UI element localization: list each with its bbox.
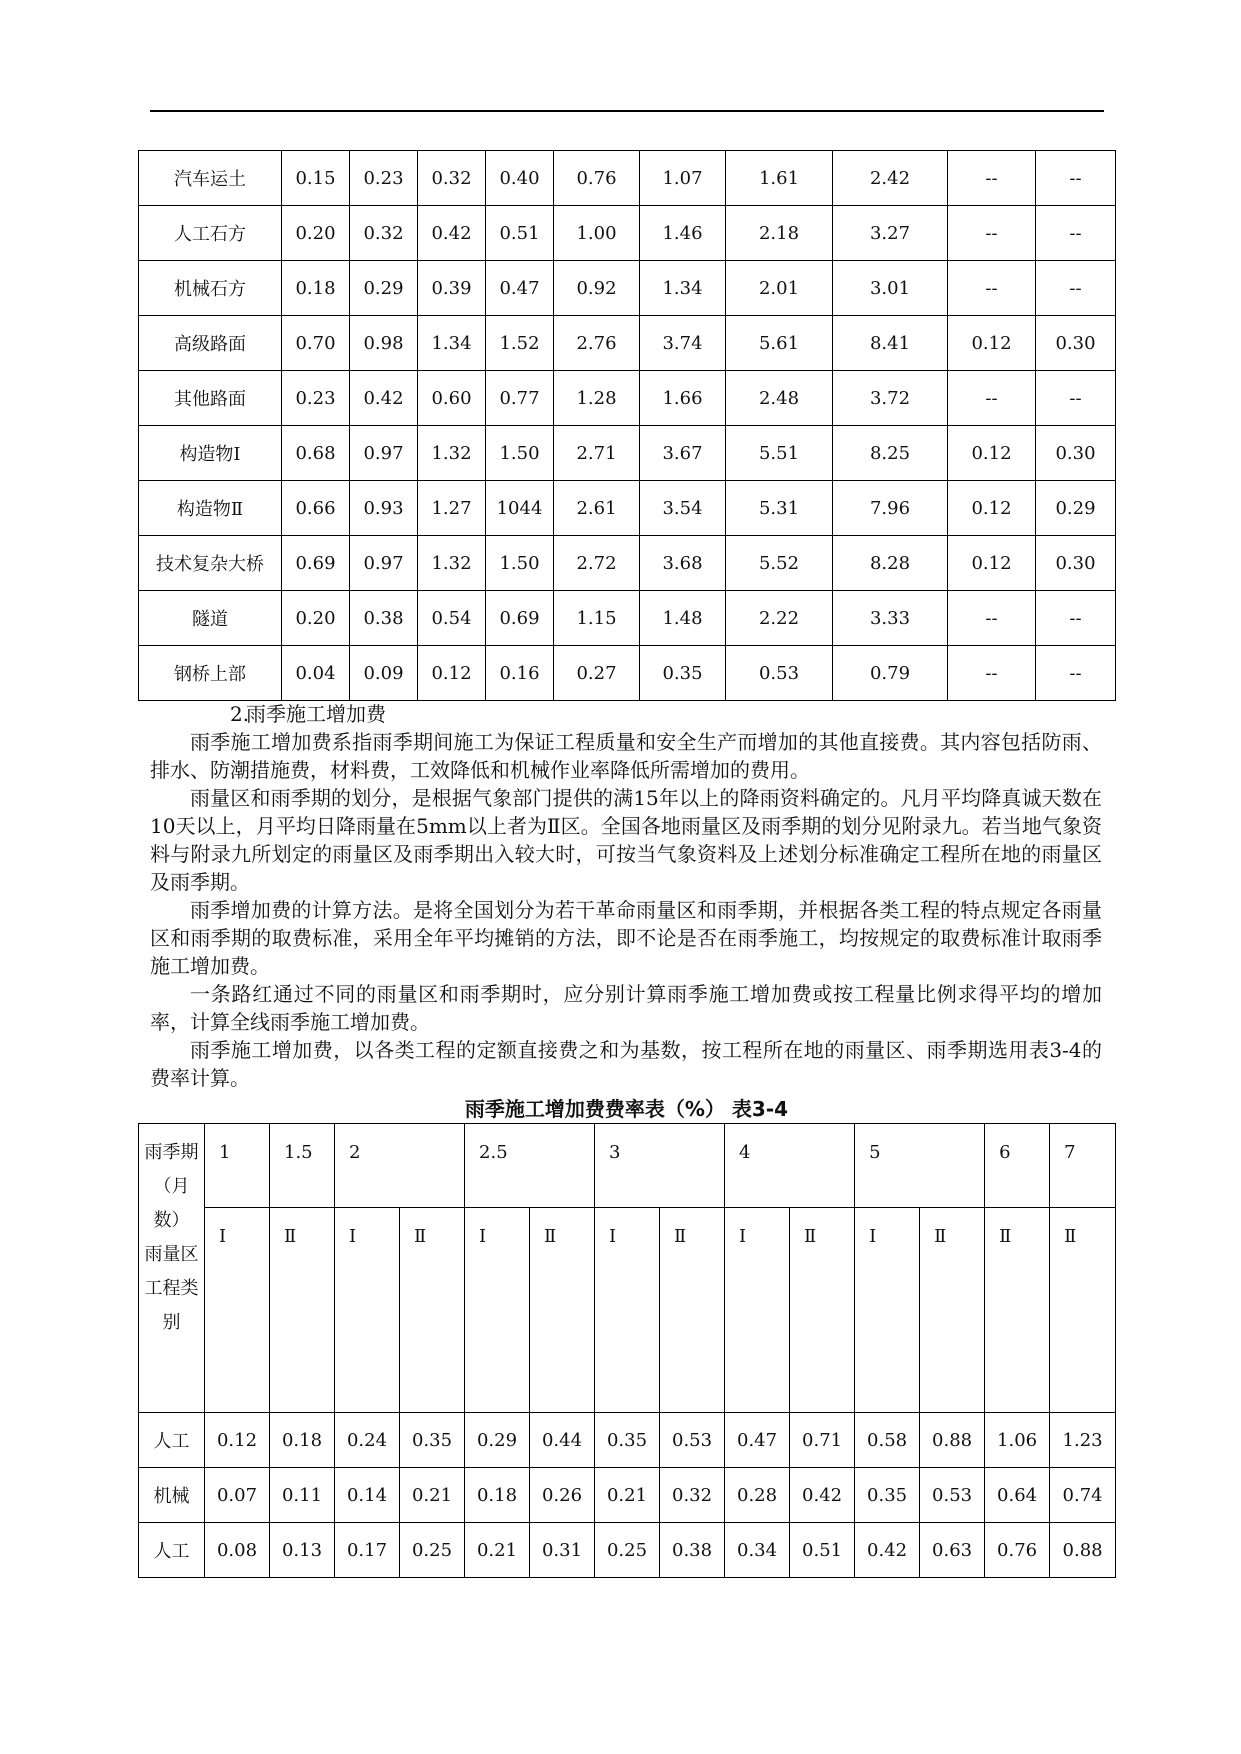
rate-cell: 0.26: [530, 1468, 595, 1523]
rate-cell: 1.28: [554, 371, 640, 426]
table-row: [139, 206, 1116, 261]
rate-cell: 0.04: [282, 646, 350, 701]
period-header: 3: [595, 1124, 725, 1208]
rate-cell: 0.30: [1036, 316, 1116, 371]
section-title: 雨季施工增加费: [246, 702, 386, 726]
rate-cell: 0.60: [418, 371, 486, 426]
rate-cell: --: [948, 371, 1036, 426]
rate-cell: 1.06: [985, 1413, 1050, 1468]
table-row: [139, 1468, 1116, 1523]
rate-cell: --: [948, 261, 1036, 316]
rate-cell: 0.74: [1050, 1468, 1116, 1523]
rate-cell: 0.16: [486, 646, 554, 701]
rate-cell: 5.31: [726, 481, 833, 536]
rate-cell: 0.30: [1036, 536, 1116, 591]
rate-cell: --: [1036, 261, 1116, 316]
rate-cell: 0.44: [530, 1413, 595, 1468]
rate-cell: 1.07: [640, 151, 726, 206]
rate-cell: 0.40: [486, 151, 554, 206]
rate-cell: 1.34: [418, 316, 486, 371]
rate-cell: 0.98: [350, 316, 418, 371]
rate-cell: 0.18: [270, 1413, 335, 1468]
rate-cell: 0.32: [350, 206, 418, 261]
rate-cell: 0.35: [400, 1413, 465, 1468]
rate-cell: 1.15: [554, 591, 640, 646]
header-rule: [150, 110, 1104, 112]
rate-cell: 0.32: [418, 151, 486, 206]
rate-cell: 0.12: [205, 1413, 270, 1468]
table-row: [139, 371, 1116, 426]
rate-cell: 1044: [486, 481, 554, 536]
rate-cell: 0.92: [554, 261, 640, 316]
zone-header: Ⅱ: [985, 1208, 1050, 1413]
rate-cell: --: [948, 591, 1036, 646]
table-caption: 雨季施工增加费费率表（%） 表3-4: [464, 1097, 789, 1121]
rate-cell: 0.97: [350, 426, 418, 481]
period-header: 7: [1050, 1124, 1116, 1208]
rate-cell: 0.12: [418, 646, 486, 701]
period-header: 5: [855, 1124, 985, 1208]
rate-cell: 0.07: [205, 1468, 270, 1523]
rate-cell: 0.39: [418, 261, 486, 316]
table-row: [139, 1413, 1116, 1468]
rate-cell: 0.93: [350, 481, 418, 536]
rate-cell: 1.27: [418, 481, 486, 536]
rate-cell: 0.08: [205, 1523, 270, 1578]
row-label: 人工: [139, 1413, 205, 1468]
rate-cell: 0.53: [660, 1413, 725, 1468]
rate-cell: 0.35: [855, 1468, 920, 1523]
zone-header: Ⅰ: [205, 1208, 270, 1413]
row-label: 机械: [139, 1468, 205, 1523]
row-label: 隧道: [139, 591, 282, 646]
rate-cell: 0.58: [855, 1413, 920, 1468]
corner-label: 雨季期: [144, 1142, 199, 1163]
rate-cell: 0.42: [855, 1523, 920, 1578]
rate-cell: 3.68: [640, 536, 726, 591]
zone-header: Ⅱ: [270, 1208, 335, 1413]
rate-cell: 0.29: [465, 1413, 530, 1468]
rate-cell: 0.15: [282, 151, 350, 206]
table-row: [139, 646, 1116, 701]
rate-cell: 0.14: [335, 1468, 400, 1523]
rate-cell: 0.70: [282, 316, 350, 371]
rate-cell: 1.66: [640, 371, 726, 426]
rate-cell: --: [1036, 206, 1116, 261]
rate-cell: 0.18: [465, 1468, 530, 1523]
row-label: 技术复杂大桥: [139, 536, 282, 591]
rate-cell: 2.18: [726, 206, 833, 261]
rainy-season-rate-table: [138, 1123, 1116, 1578]
rate-cell: 0.38: [350, 591, 418, 646]
rate-cell: 0.88: [920, 1413, 985, 1468]
rate-cell: 0.69: [282, 536, 350, 591]
rate-cell: 5.51: [726, 426, 833, 481]
period-header: 1.5: [270, 1124, 335, 1208]
rate-cell: 1.52: [486, 316, 554, 371]
zone-header: Ⅰ: [335, 1208, 400, 1413]
rate-cell: 2.48: [726, 371, 833, 426]
row-label: 高级路面: [139, 316, 282, 371]
rate-cell: 0.66: [282, 481, 350, 536]
row-label: 其他路面: [139, 371, 282, 426]
rate-cell: 0.71: [790, 1413, 855, 1468]
rate-cell: 0.53: [726, 646, 833, 701]
rate-cell: 3.01: [833, 261, 948, 316]
rate-cell: 0.20: [282, 206, 350, 261]
rate-cell: 0.23: [282, 371, 350, 426]
rate-cell: 0.20: [282, 591, 350, 646]
rate-cell: 0.54: [418, 591, 486, 646]
rate-cell: 0.47: [486, 261, 554, 316]
table-row: [139, 261, 1116, 316]
rate-cell: 0.21: [465, 1523, 530, 1578]
rate-cell: 0.27: [554, 646, 640, 701]
row-label: 钢桥上部: [139, 646, 282, 701]
row-label: 构造物Ⅰ: [139, 426, 282, 481]
rate-cell: 0.38: [660, 1523, 725, 1578]
rate-cell: 1.50: [486, 536, 554, 591]
rate-cell: 8.25: [833, 426, 948, 481]
rate-cell: 0.21: [595, 1468, 660, 1523]
rate-cell: 3.67: [640, 426, 726, 481]
zone-header: Ⅱ: [530, 1208, 595, 1413]
rate-cell: 2.42: [833, 151, 948, 206]
rate-cell: 0.12: [948, 481, 1036, 536]
rate-cell: 3.72: [833, 371, 948, 426]
table-row: [139, 316, 1116, 371]
rate-cell: 2.76: [554, 316, 640, 371]
rate-cell: 5.61: [726, 316, 833, 371]
rate-cell: 8.28: [833, 536, 948, 591]
corner-label: 工程类别: [144, 1278, 199, 1333]
rate-cell: --: [948, 151, 1036, 206]
rate-cell: 1.50: [486, 426, 554, 481]
rate-cell: 5.52: [726, 536, 833, 591]
rate-cell: 0.34: [725, 1523, 790, 1578]
section-number: 2.: [230, 702, 250, 726]
row-label: 人工石方: [139, 206, 282, 261]
zone-header: Ⅰ: [855, 1208, 920, 1413]
rate-cell: --: [1036, 646, 1116, 701]
rate-cell: 2.72: [554, 536, 640, 591]
table-row: [139, 426, 1116, 481]
rate-cell: 0.35: [640, 646, 726, 701]
rate-cell: 0.32: [660, 1468, 725, 1523]
zone-header: Ⅱ: [1050, 1208, 1116, 1413]
rate-cell: 0.68: [282, 426, 350, 481]
rate-cell: 2.61: [554, 481, 640, 536]
table-row: [139, 536, 1116, 591]
rate-cell: 0.35: [595, 1413, 660, 1468]
row-label: 汽车运土: [139, 151, 282, 206]
corner-label: （月数）: [153, 1176, 190, 1231]
rate-cell: 0.24: [335, 1413, 400, 1468]
zone-header: Ⅱ: [790, 1208, 855, 1413]
rate-cell: 0.18: [282, 261, 350, 316]
period-header: 1: [205, 1124, 270, 1208]
rate-cell: 0.25: [400, 1523, 465, 1578]
section-heading: [150, 700, 1102, 728]
rate-cell: 0.42: [418, 206, 486, 261]
rate-cell: 0.76: [554, 151, 640, 206]
table-row: [139, 1523, 1116, 1578]
rate-cell: 0.12: [948, 316, 1036, 371]
rate-cell: 0.12: [948, 426, 1036, 481]
zone-header: Ⅱ: [660, 1208, 725, 1413]
paragraph: 雨季施工增加费系指雨季期间施工为保证工程质量和安全生产而增加的其他直接费。其内容包括防雨、排水、防潮措施费，材料费，工效降低和机械作业率降低所需增加的费用。: [150, 730, 1102, 782]
rate-cell: 0.97: [350, 536, 418, 591]
zone-header: Ⅱ: [920, 1208, 985, 1413]
rate-cell: --: [1036, 591, 1116, 646]
rate-cell: 0.09: [350, 646, 418, 701]
rate-cell: 0.17: [335, 1523, 400, 1578]
rate-cell: 7.96: [833, 481, 948, 536]
rate-cell: 0.21: [400, 1468, 465, 1523]
corner-label: 雨量区: [144, 1244, 199, 1265]
rate-cell: 0.47: [725, 1413, 790, 1468]
period-header-row: [139, 1124, 1116, 1208]
rate-cell: 0.69: [486, 591, 554, 646]
row-label: 机械石方: [139, 261, 282, 316]
period-header: 4: [725, 1124, 855, 1208]
rate-cell: 1.48: [640, 591, 726, 646]
rate-cell: 0.51: [790, 1523, 855, 1578]
rate-cell: 3.33: [833, 591, 948, 646]
rate-cell: 1.61: [726, 151, 833, 206]
rate-cell: 1.34: [640, 261, 726, 316]
rate-cell: 0.79: [833, 646, 948, 701]
rate-cell: 8.41: [833, 316, 948, 371]
rate-cell: 2.71: [554, 426, 640, 481]
row-label: 人工: [139, 1523, 205, 1578]
rate-cell: 0.64: [985, 1468, 1050, 1523]
zone-header: Ⅰ: [465, 1208, 530, 1413]
rate-cell: --: [948, 206, 1036, 261]
rate-cell: --: [1036, 151, 1116, 206]
rate-cell: 3.27: [833, 206, 948, 261]
rate-cell: 1.46: [640, 206, 726, 261]
zone-header: Ⅰ: [725, 1208, 790, 1413]
rate-cell: 0.76: [985, 1523, 1050, 1578]
rate-cell: 0.51: [486, 206, 554, 261]
rate-cell: 0.23: [350, 151, 418, 206]
rate-cell: 0.88: [1050, 1523, 1116, 1578]
rate-cell: 0.29: [1036, 481, 1116, 536]
period-header: 2: [335, 1124, 465, 1208]
rate-cell: 1.32: [418, 536, 486, 591]
rate-cell: 1.23: [1050, 1413, 1116, 1468]
rate-cell: 0.53: [920, 1468, 985, 1523]
rate-cell: 3.54: [640, 481, 726, 536]
rate-cell: 0.28: [725, 1468, 790, 1523]
rate-cell: 0.13: [270, 1523, 335, 1578]
zone-header-row: [139, 1208, 1116, 1413]
zone-header: Ⅱ: [400, 1208, 465, 1413]
table-row: [139, 481, 1116, 536]
rate-cell: 0.11: [270, 1468, 335, 1523]
rate-cell: 0.31: [530, 1523, 595, 1578]
paragraph: 一条路红通过不同的雨量区和雨季期时，应分别计算雨季施工增加费或按工程量比例求得平均的增加率，计算全线雨季施工增加费。: [150, 982, 1102, 1034]
rate-cell: 3.74: [640, 316, 726, 371]
rate-cell: 1.32: [418, 426, 486, 481]
table-row: [139, 151, 1116, 206]
rate-cell: --: [1036, 371, 1116, 426]
rate-cell: 2.22: [726, 591, 833, 646]
rate-cell: 0.25: [595, 1523, 660, 1578]
rate-cell: 0.30: [1036, 426, 1116, 481]
row-label: 构造物Ⅱ: [139, 481, 282, 536]
paragraph: 雨量区和雨季期的划分，是根据气象部门提供的满15年以上的降雨资料确定的。凡月平均降真诚天数在10天以上，月平均日降雨量在5mm以上者为Ⅱ区。全国各地雨量区及雨季期的划分见附录九。若当地气象资料与附录九所划定的雨量区及雨季期出入较大时，可按当气象资料及上述划分标准确定工程所在地的雨量区及雨季期。: [150, 786, 1102, 894]
rate-cell: 2.01: [726, 261, 833, 316]
rate-cell: 0.42: [790, 1468, 855, 1523]
section-body: [150, 700, 1102, 1092]
rate-table-continued: [138, 150, 1116, 701]
period-header: 2.5: [465, 1124, 595, 1208]
rate-cell: 0.42: [350, 371, 418, 426]
rate-cell: 0.63: [920, 1523, 985, 1578]
rate-cell: --: [948, 646, 1036, 701]
period-header: 6: [985, 1124, 1050, 1208]
paragraph: 雨季增加费的计算方法。是将全国划分为若干革命雨量区和雨季期，并根据各类工程的特点规定各雨量区和雨季期的取费标准，采用全年平均摊销的方法，即不论是否在雨季施工，均按规定的取费标准计取雨季施工增加费。: [150, 898, 1102, 978]
rate-cell: 0.77: [486, 371, 554, 426]
rate-cell: 1.00: [554, 206, 640, 261]
rate-cell: 0.29: [350, 261, 418, 316]
zone-header: Ⅰ: [595, 1208, 660, 1413]
table-row: [139, 591, 1116, 646]
table-corner-header: [139, 1124, 205, 1413]
rate-cell: 0.12: [948, 536, 1036, 591]
paragraph: 雨季施工增加费，以各类工程的定额直接费之和为基数，按工程所在地的雨量区、雨季期选用表3-4的费率计算。: [150, 1038, 1102, 1090]
